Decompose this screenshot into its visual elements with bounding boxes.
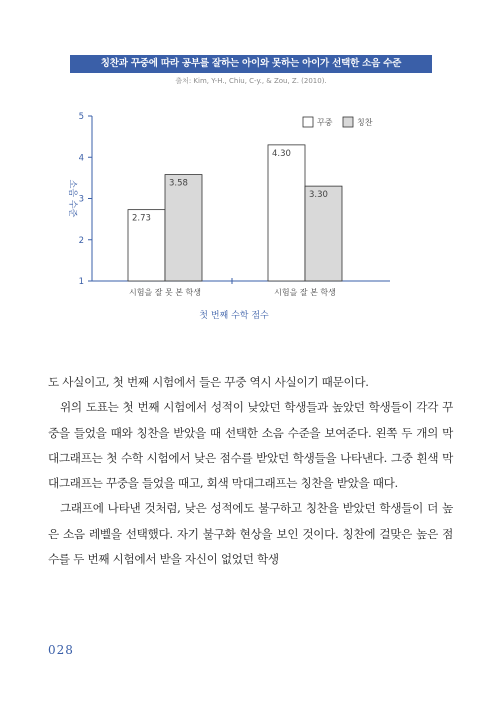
y-axis-label: 소음 수준 [67, 179, 77, 218]
paragraph: 그래프에 나타낸 것처럼, 낮은 성적에도 불구하고 칭찬을 받았던 학생들이 더 높은 소음 레벨을 선택했다. 자기 불구화 현상을 보인 것이다. 칭찬에 걸맞은 높은 점수를 두 번째 시험에서 받을 자신이 없었던 학생 [48, 501, 453, 567]
y-tick-label: 1 [78, 277, 84, 287]
y-tick-label: 3 [78, 194, 84, 205]
bar-praise [305, 186, 342, 281]
paragraph: 위의 도표는 첫 번째 시험에서 성적이 낮았던 학생들과 높았던 학생들이 각각 꾸중을 들었을 때와 칭찬을 받았을 때 선택한 소음 수준을 보여준다. 왼쪽 두 개의 막대그래프는 첫 수학 시험에서 낮은 점수를 받았던 학생들을 나타낸다. 그중 흰색 막대그래프는 꾸중을 들었을 때고, 회색 막대그래프는 칭찬을 받았을 때다. [48, 400, 453, 491]
legend-label: 칭찬 [357, 118, 373, 127]
figure-title: 칭찬과 꾸중에 따라 공부를 잘하는 아이와 못하는 아이가 선택한 소음 수준 [70, 55, 432, 73]
x-category-label: 시험을 잘 본 학생 [274, 288, 336, 297]
legend-label: 꾸중 [317, 118, 333, 127]
bar-value-label: 4.30 [272, 148, 291, 159]
y-tick-label: 5 [78, 112, 84, 122]
legend-swatch-scold [303, 117, 313, 127]
noise-level-bar-chart [0, 100, 500, 330]
figure-source: 출처: Kim, Y-H., Chiu, C-y., & Zou, Z. (2010). [175, 77, 327, 85]
paragraph: 도 사실이고, 첫 번째 시험에서 들은 꾸중 역시 사실이기 때문이다. [48, 375, 369, 389]
body-text [48, 370, 453, 572]
bar-value-label: 2.73 [132, 213, 151, 224]
y-tick-label: 2 [78, 235, 84, 246]
x-axis-label: 첫 번째 수학 점수 [199, 311, 269, 321]
legend-swatch-praise [343, 117, 353, 127]
x-category-label: 시험을 잘 못 본 학생 [129, 288, 201, 297]
bar-scold [268, 145, 305, 281]
y-tick-label: 4 [78, 153, 84, 164]
bar-praise [165, 175, 202, 281]
bar-value-label: 3.30 [309, 190, 328, 201]
page-number: 028 [48, 643, 74, 657]
bar-value-label: 3.58 [169, 178, 188, 189]
